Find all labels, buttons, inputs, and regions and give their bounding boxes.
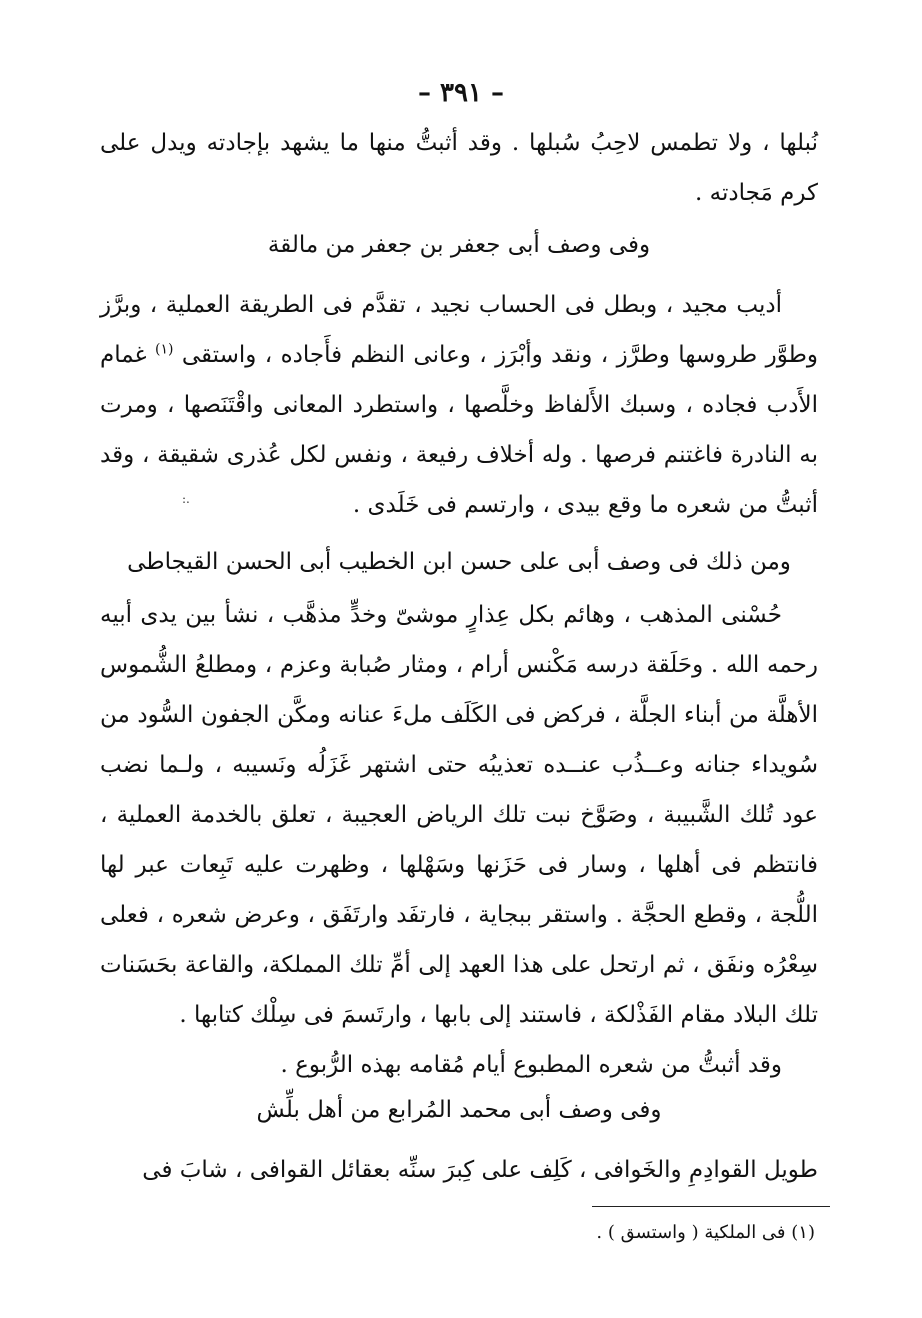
footnote-reference: (١) [154,341,174,358]
page-number: – ٣٩١ – [417,78,505,108]
abu-muhammad-description-block [100,1145,818,1195]
section-heading: ومن ذلك فى وصف أبى على حسن ابن الخطيب أبى الحسن القيجاطى [127,549,791,575]
paragraph-text: غمام الأَدب فجاده ، وسبك الأَلفاظ وخلَّصها ، واستطرد المعانى واقْتَنَصها ، ومرت به النادرة فاغتنم فرصها . وله أخلاف رفيعة ، ونفس لكل عُذرى شقيقة ، وقد أثبتُّ من شعره ما وقع بيدى ، وارتسم فى خَلَدى . [100,342,818,518]
footnote-divider [592,1206,830,1207]
paragraph: نُبلها ، ولا تطمس لاحِبُ سُبلها . وقد أثبتُّ منها ما يشهد بإجادته ويدل على كرم مَجادته . [100,130,818,206]
section-heading: وفى وصف أبى جعفر بن جعفر من مالقة [267,232,651,258]
paragraph [100,280,818,530]
section-heading: وفى وصف أبى محمد المُرابع من أهل بلِّش [256,1097,662,1123]
abu-jafar-description-block [100,280,818,530]
paragraph: حُسْنى المذهب ، وهائم بكل عِذارٍ موشىّ وخدٍّ مذهَّب ، نشأ بين يدى أبيه رحمه الله . وحَلَقة درسه مَكْنس أرام ، ومثار صُبابة وعزم ، ومطلعُ الشُّموس الأهلَّة من أبناء الجلَّة ، فركض فى الكَلَف ملءَ عنانه ومكَّن الجفون السُّود من سُويداء جنانه وعــذُب عنــده تعذيبُه حتى اشتهر غَزَلُه ونَسيبه ، ولـما نضب عود تُلك الشَّبيبة ، وصَوَّخ نبت تلك الرياض العجيبة ، تعلق بالخدمة العملية ، فانتظم فى أهلها ، وسار فى حَزَنها وسَهْلها ، وظهرت عليه تَبِعات عبر لها اللُّجة ، وقطع الحجَّة . واستقر ببجاية ، فارتفَد وارتَفَق ، وعرض شعره ، فعلى سِعْرُه ونفَق ، ثم ارتحل على هذا العهد إلى أمِّ تلك المملكة، والقاعة بحَسَنات تلك البلاد مقام الفَذْلكة ، فاستند إلى بابها ، وارتَسمَ فى سِلْك كتابها . [100,602,818,1028]
paragraph-text: أديب مجيد ، وبطل فى الحساب نجيد ، تقدَّم فى الطريقة العملية ، وبرَّز وطوَّر طروسها وطرَّز ، ونقد وأبْرَز ، وعانى النظم فأَجاده ، واستقى [100,292,819,368]
opening-paragraph-block [100,118,818,218]
margin-mark: :. [182,492,190,506]
paragraph: طويل القوادِمِ والخَوافى ، كَلِف على كِبرَ سنِّه بعقائل القوافى ، شابَ فى [142,1157,818,1183]
abu-ali-hasan-description-block [100,590,818,1090]
paragraph: وقد أثبتُّ من شعره المطبوع أيام مُقامه بهذه الرُّبوع . [280,1052,782,1078]
footnote: (١) فى الملكية ( واستسق ) . [596,1222,815,1243]
